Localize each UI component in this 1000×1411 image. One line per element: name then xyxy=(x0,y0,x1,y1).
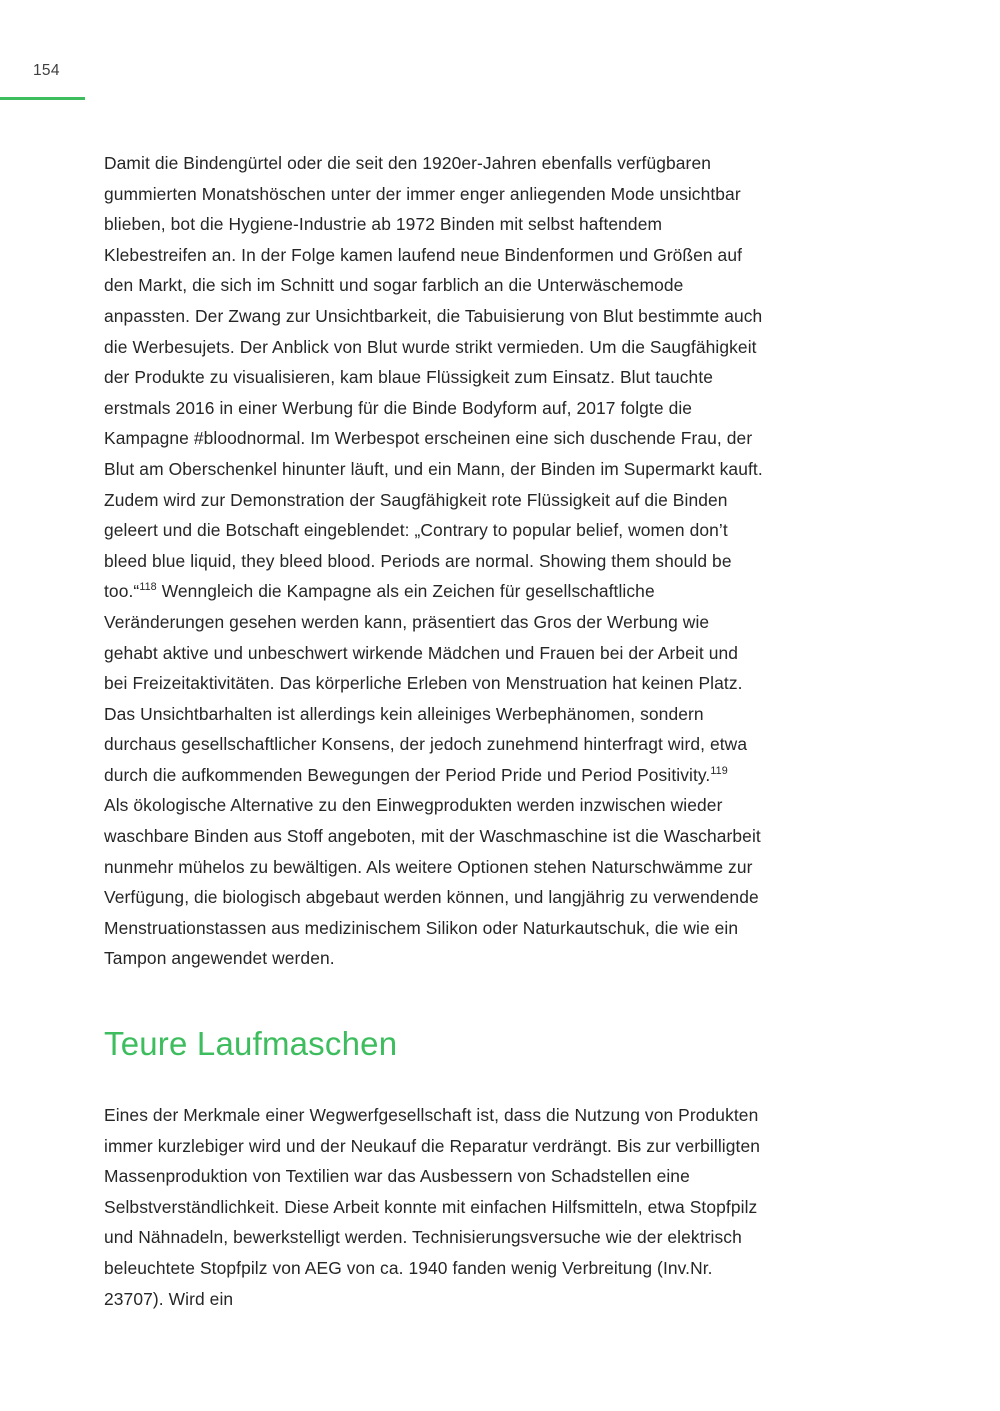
heading-spacer-top xyxy=(104,974,766,1024)
paragraph-3: Eines der Merkmale einer Wegwerfgesellschaft ist, dass die Nutzung von Produkten immer kurzlebiger wird und der Neukauf die Reparatur verdrängt. Bis zur verbilligten Massenproduktion von Textilien war das Ausbessern von Schadstellen eine Selbstverständlichkeit. Diese Arbeit konnte mit einfachen Hilfsmitteln, etwa Stopfpilz und Nähnadeln, bewerkstelligt werden. Technisierungsversuche wie der elektrisch beleuchtete Stopfpilz von AEG von ca. 1940 fanden wenig Verbreitung (Inv.Nr. 23707). Wird ein xyxy=(104,1105,761,1309)
heading-spacer-bottom xyxy=(104,1064,766,1100)
footnote-marker-119: 119 xyxy=(710,765,728,778)
paragraph-block-1 xyxy=(104,148,766,790)
paragraph-1-text: Damit die Bindengürtel oder die seit den 1920er-Jahren ebenfalls verfügbaren gummierten Monatshöschen unter der immer enger anliegenden Mode unsichtbar blieben, bot die Hygiene-Industrie ab 1972 Binden mit selbst haftendem Klebestreifen an. In der Folge kamen laufend neue Bindenformen und Größen auf den Markt, die sich im Schnitt und sogar farblich an die Unterwäschemode anpassten. Der Zwang zur Unsichtbarkeit, die Tabuisierung von Blut bestimmte auch die Werbesujets. Der Anblick von Blut wurde strikt vermieden. Um die Saugfähigkeit der Produkte zu visualisieren, kam blaue Flüssigkeit zum Einsatz. Blut tauchte erstmals 2016 in einer Werbung für die Binde Bodyform auf, 2017 folgte die Kampagne #bloodnormal. Im Werbespot erscheinen eine sich duschende Frau, der Blut am Oberschenkel hinunter läuft, und ein Mann, der Binden im Supermarkt kauft. Zudem wird zur Demonstration der Saugfähigkeit rote Flüssigkeit auf die Binden geleert und die Botschaft eingeblendet: „Contrary to popular belief, women don’t bleed blue liquid, they bleed blood. Periods are normal. Showing them should be too.“ xyxy=(104,153,763,602)
page-content xyxy=(104,148,766,1314)
header-rule xyxy=(0,97,85,100)
paragraph-1-continuation: Wenngleich die Kampagne als ein Zeichen für gesellschaftliche Veränderungen gesehen werden kann, präsentiert das Gros der Werbung wie gehabt aktive und unbeschwert wirkende Mädchen und Frauen bei der Arbeit und bei Freizeitaktivitäten. Das körperliche Erleben von Menstruation hat keinen Platz. Das Unsichtbarhalten ist allerdings kein alleiniges Werbephänomen, sondern durchaus gesellschaftlicher Konsens, der jedoch zunehmend hinterfragt wird, etwa durch die aufkommenden Bewegungen der Period Pride und Period Positivity. xyxy=(104,581,748,785)
page-number: 154 xyxy=(33,62,60,79)
paragraph-2: Als ökologische Alternative zu den Einwegprodukten werden inzwischen wieder waschbare Binden aus Stoff angeboten, mit der Waschmaschine ist die Wascharbeit nunmehr mühelos zu bewältigen. Als weitere Optionen stehen Naturschwämme zur Verfügung, die biologisch abgebaut werden können, und langjährig zu verwendende Menstruationstassen aus medizinischem Silikon oder Naturkautschuk, die wie ein Tampon angewendet werden. xyxy=(104,795,761,969)
footnote-marker-118: 118 xyxy=(139,581,157,594)
section-heading: Teure Laufmaschen xyxy=(104,1025,398,1063)
